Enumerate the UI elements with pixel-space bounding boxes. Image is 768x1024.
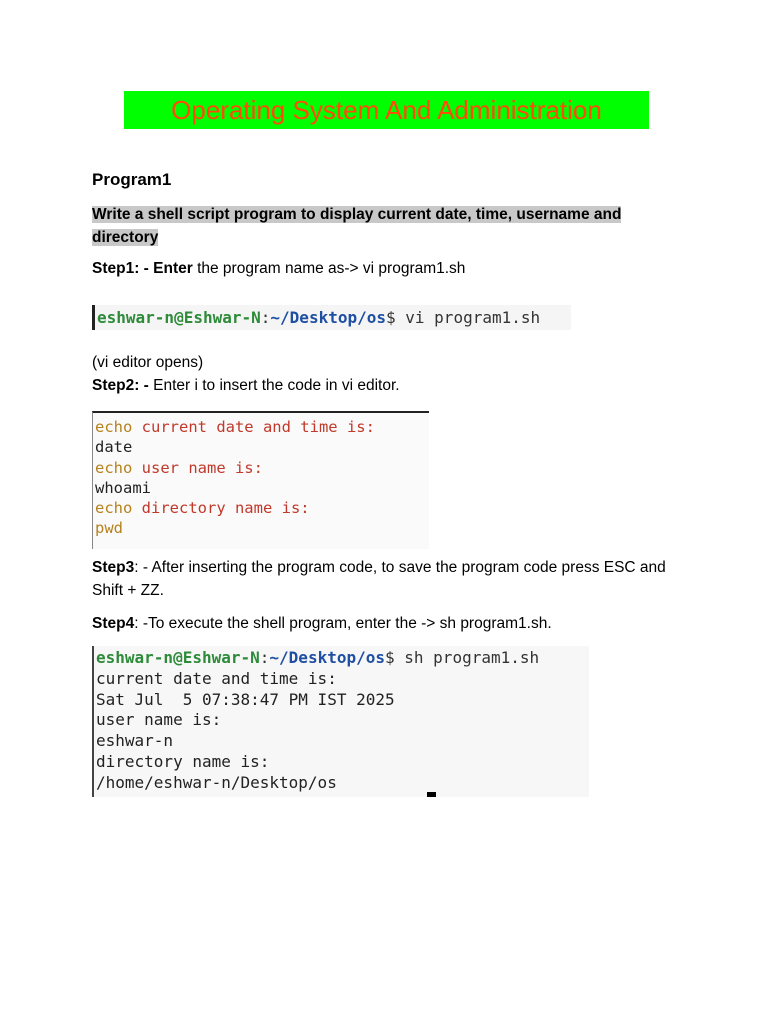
code-line-5: [95, 498, 429, 518]
step2-text: Enter i to insert the code in vi editor.: [148, 377, 400, 394]
code-line-1: [95, 417, 429, 437]
output-line: current date and time is:: [96, 668, 337, 688]
question-highlight: Write a shell script program to display current date, time, username and directory: [92, 206, 622, 246]
prompt-user-host: eshwar-n@Eshwar-N: [97, 308, 261, 327]
output-line: Sat Jul 5 07:38:47 PM IST 2025: [96, 689, 395, 709]
code-keyword: echo: [95, 418, 133, 436]
step3-text: : - After inserting the program code, to save the program code press ESC and Shift + ZZ.: [92, 559, 666, 599]
step2-paragraph: [92, 374, 672, 397]
code-screenshot: [92, 411, 429, 549]
output-line: user name is:: [96, 710, 222, 730]
code-keyword: echo: [95, 499, 133, 518]
prompt-colon: :: [260, 308, 271, 327]
code-line-3: [95, 458, 429, 478]
code-string: user name is:: [132, 458, 263, 477]
terminal-cursor: [427, 792, 436, 797]
output-line: eshwar-n: [96, 731, 174, 751]
step1-paragraph: [92, 257, 672, 280]
step4-paragraph: [92, 612, 672, 635]
terminal-prompt-line: [96, 648, 589, 669]
step1-label: Step1: - Enter: [92, 260, 193, 277]
prompt-dollar: $: [386, 308, 396, 327]
prompt-dollar: $: [385, 648, 395, 667]
terminal-screenshot-vi: [92, 305, 571, 330]
step4-label: Step4: [92, 615, 135, 632]
code-string: current date and time is:: [132, 418, 375, 436]
document-title-banner: [124, 91, 649, 129]
terminal-screenshot-output: [92, 646, 589, 797]
code-line-2: date: [95, 438, 133, 457]
output-line: directory name is:: [96, 751, 270, 771]
code-keyword: echo: [95, 458, 133, 477]
prompt-command: vi program1.sh: [395, 308, 541, 327]
document-title: Operating System And Administration: [171, 94, 602, 125]
prompt-colon: :: [259, 648, 270, 667]
prompt-path: ~/Desktop/os: [270, 308, 386, 327]
vi-note: (vi editor opens): [92, 354, 204, 371]
program-heading: Program1: [92, 170, 172, 189]
output-line: /home/eshwar-n/Desktop/os: [96, 772, 337, 792]
prompt-command: sh program1.sh: [394, 648, 540, 667]
step3-label: Step3: [92, 559, 135, 576]
prompt-user-host: eshwar-n@Eshwar-N: [96, 648, 260, 667]
step3-paragraph: [92, 556, 672, 602]
prompt-path: ~/Desktop/os: [269, 648, 385, 667]
step1-text: the program name as-> vi program1.sh: [192, 260, 466, 277]
step4-text: : -To execute the shell program, enter the -> sh program1.sh.: [134, 615, 552, 632]
code-line-6: pwd: [95, 519, 123, 538]
code-line-4: whoami: [95, 478, 151, 497]
question-text: [92, 203, 662, 249]
code-string: directory name is:: [132, 499, 310, 518]
step2-label: Step2: -: [92, 377, 149, 394]
